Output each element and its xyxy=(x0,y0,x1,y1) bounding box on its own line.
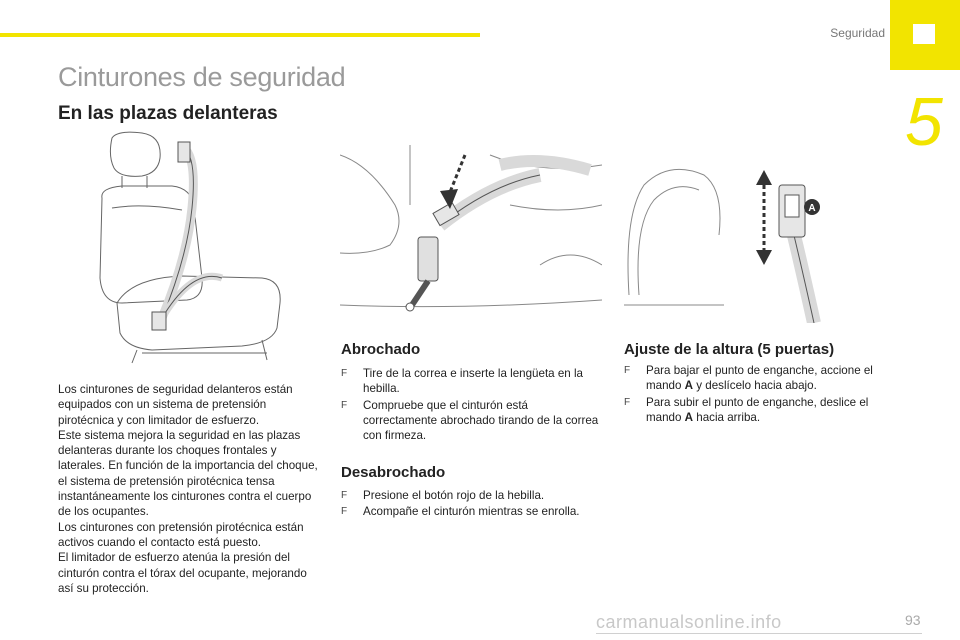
desabrochado-steps xyxy=(341,488,603,521)
bullet-icon: F xyxy=(341,506,348,518)
page-title: Cinturones de seguridad xyxy=(58,62,346,92)
bullet-icon: F xyxy=(341,399,348,411)
page-number: 93 xyxy=(905,612,921,628)
buckle-illustration xyxy=(340,145,602,323)
list-item: F Para subir el punto de enganche, deslice el mando A hacia arriba. xyxy=(624,395,869,424)
top-accent-bar xyxy=(0,33,480,37)
key-label: A xyxy=(684,410,694,424)
watermark-text: carmanualsonline.info xyxy=(596,612,782,632)
bullet-icon: F xyxy=(341,490,348,501)
abrochado-steps xyxy=(341,366,603,444)
intro-paragraph: Este sistema mejora la seguridad en las plazas delanteras durante los choques frontales y laterales. En función de la importancia del choque, el sistema de pretensión pirotécnica tensa instantáneamente los cinturones contra el cuerpo de los ocupantes. xyxy=(58,428,318,519)
chapter-tab-marker xyxy=(913,24,935,44)
chapter-number: 5 xyxy=(905,84,943,160)
seat-belt-illustration xyxy=(92,128,292,368)
callout-a-label: A xyxy=(808,203,816,214)
desabrochado-heading: Desabrochado xyxy=(341,464,446,481)
list-item: F Acompañe el cinturón mientras se enrolla. xyxy=(341,505,580,519)
list-item: F Presione el botón rojo de la hebilla. xyxy=(341,489,545,502)
section-title: En las plazas delanteras xyxy=(58,103,278,124)
header-section-label: Seguridad xyxy=(830,26,885,40)
list-item: F Para bajar el punto de enganche, accione el mando A y deslícelo hacia abajo. xyxy=(624,364,873,393)
height-adjust-illustration xyxy=(624,155,834,323)
intro-paragraph: Los cinturones de seguridad delanteros están equipados con un sistema de pretensión pirotécnica y con limitador de esfuerzo. xyxy=(58,383,293,427)
bullet-icon: F xyxy=(624,396,631,408)
bullet-icon: F xyxy=(341,368,348,379)
ajuste-steps xyxy=(624,363,888,426)
key-label: A xyxy=(684,379,694,393)
bullet-icon: F xyxy=(624,365,631,376)
intro-paragraph: El limitador de esfuerzo atenúa la presión del cinturón contra el tórax del ocupante, mejorando así su protección. xyxy=(58,551,307,595)
ajuste-heading: Ajuste de la altura (5 puertas) xyxy=(624,341,835,358)
intro-paragraph: Los cinturones con pretensión pirotécnica están activos cuando el contacto está puesto. xyxy=(58,520,304,549)
abrochado-heading: Abrochado xyxy=(341,341,421,358)
watermark-underline xyxy=(596,633,922,634)
intro-text xyxy=(58,382,320,596)
list-item: F Tire de la correa e inserte la lengüeta en la hebilla. xyxy=(341,367,583,396)
list-item: F Compruebe que el cinturón está correctamente abrochado tirando de la correa con firmeza. xyxy=(341,398,599,443)
